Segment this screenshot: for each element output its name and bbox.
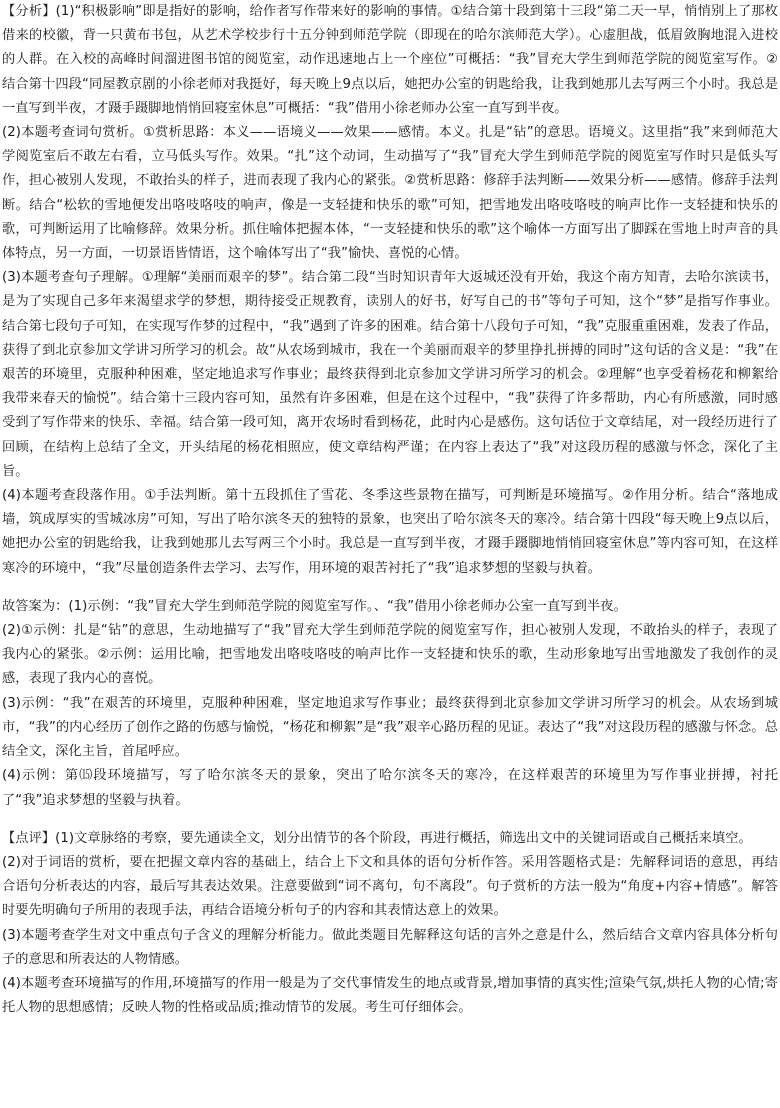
- analysis-part-3: (3)本题考查句子理解。①理解“美丽而艰辛的梦”。结合第二段“当时知识青年大返城还没有开始，我这个南方知青，去哈尔滨读书，是为了实现自己多年来渴望求学的梦想，期待接受正规教育，读别人的好书，好写自己的书”等句子可知，这个“梦”是指写作事业。结合第七段句子可知，在实现写作梦的过程中，“我”遇到了许多的困难。结合第十八段句子可知，“我”克服重重困难，发表了作品，获得了到北京参加文学讲习所学习的机会。故“从农场到城市，我在一个美丽而艰辛的梦里挣扎拼搏的同时”这句话的含义是：“我”在艰苦的环境里，克服种种困难，坚定地追求写作事业；最终获得到北京参加文学讲习所学习的机会。②理解“也享受着杨花和柳絮给我带来春天的愉悦”。结合第十三段内容可知，虽然有许多困难，但是在这个过程中，“我”获得了许多帮助，内心有所感激，同时感受到了写作带来的快乐、幸福。结合第一段可知，离开农场时看到杨花，此时内心是感伤。这句话位于文章结尾，对一段经历进行了回顾，在结构上总结了全文，开头结尾的杨花相照应，使文章结构严谨；在内容上表达了“我”对这段历程的感激与怀念，深化了主旨。: [2, 270, 778, 479]
- analysis-part-4: (4)本题考查段落作用。①手法判断。第十五段抓住了雪花、冬季这些景物在描写，可判断是环境描写。②作用分析。结合“落地成墙，筑成厚实的雪城冰房”可知，写出了哈尔滨冬天的独特的景象，也突出了哈尔滨冬天的寒冷。结合第十四段“每天晚上9点以后，她把办公室的钥匙给我，让我到她那儿去写两三个小时。我总是一直写到半夜，才蹑手蹑脚地悄悄回寝室休息”等内容可知，在这样寒冷的环境中，“我”尽量创造条件去学习、去写作，用环境的艰苦衬托了“我”追求梦想的坚毅与执着。: [2, 488, 778, 576]
- answer-2: (2)①示例：扎是“钻”的意思，生动地描写了“我”冒充大学生到师范学院的阅览室写作，担心被别人发现，不敢抬头的样子，表现了我内心的紧张。②示例：运用比喻，把雪地发出咯吱咯吱的响声比作一支轻捷和快乐的歌，生动形象地写出雪地激发了我创作的灵感，表现了我内心的喜悦。: [2, 623, 778, 687]
- comment-2: (2)对于词语的赏析，要在把握文章内容的基础上，结合上下文和具体的语句分析作答。采用答题格式是：先解释词语的意思，再结合语句分析表达的内容，最后写其表达效果。注意要做到“词不离句，句不离段”。句子赏析的方法一般为“角度+内容+情感”。解答时要先明确句子所用的表现手法，再结合语境分析句子的内容和其表情达意上的效果。: [2, 854, 778, 919]
- answer-4: (4)示例：第⒂段环境描写，写了哈尔滨冬天的景象，突出了哈尔滨冬天的寒冷，在这样艰苦的环境里为写作事业拼搏，衬托了“我”追求梦想的坚毅与执着。: [2, 768, 778, 808]
- analysis-part-1: 【分析】(1)“积极影响”即是指好的影响，给作者写作带来好的影响的事情。①结合第十段到第十三段“第二天一早，悄悄别上了那枚借来的校徽，背一只黄布书包，从艺术学校步行十五分钟到师范学院（即现在的哈尔滨师范大学）。心虚胆战，低眉敛胸地混入进校的人群。在入校的高峰时间溜进图书馆的阅览室，动作迅速地占上一个座位”可概括：“我”冒充大学生到师范学院的阅览室写作。②结合第十四段“同屋教京剧的小徐老师对我挺好，每天晚上9点以后，她把办公室的钥匙给我，让我到她那儿去写两三个小时。我总是一直写到半夜，才蹑手蹑脚地悄悄回寝室休息”可概括：“我”借用小徐老师办公室一直写到半夜。: [2, 4, 778, 116]
- comment-1: 【点评】(1)文章脉络的考察，要先通读全文，划分出情节的各个阶段，再进行概括，筛选出文中的关键词语或自己概括来填空。: [2, 830, 752, 846]
- section-spacer: [2, 813, 778, 827]
- comment-3: (3)本题考查学生对文中重点句子含义的理解分析能力。做此类题目先解释这句话的言外之意是什么，然后结合文章内容具体分析句子的意思和所表达的人物情感。: [2, 927, 778, 967]
- analysis-part-2: (2)本题考查词句赏析。①赏析思路：本义——语境义——效果——感情。本义。扎是“钻”的意思。语境义。这里指“我”来到师范大学阅览室后不敢左右看，立马低头写作。效果。“扎”这个动词，生动描写了“我”冒充大学生到师范学院的阅览室写作时只是低头写作，担心被别人发现，不敢抬头的样子，进而表现了我内心的紧张。②赏析思路：修辞手法判断——效果分析——感情。修辞手法判断。结合“松软的雪地便发出咯吱咯吱的响声，像是一支轻捷和快乐的歌”可知，把雪地发出咯吱咯吱的响声比作一支轻捷和快乐的歌，可判断运用了比喻修辞。效果分析。抓住喻体把握本体，“一支轻捷和快乐的歌”这个喻体一方面写出了脚踩在雪地上时声音的具体特点，另一方面，一切景语皆情语，这个喻体写出了“我”愉快、喜悦的心情。: [2, 125, 778, 262]
- comment-4: (4)本题考查环境描写的作用,环境描写的作用一般是为了交代事情发生的地点或背景,增加事情的真实性;渲染气氛,烘托人物的心情;寄托人物的思想感情；反映人物的性格或品质;推动情节的发展。考生可仔细体会。: [2, 975, 778, 1016]
- answer-1: 故答案为：(1)示例：“我”冒充大学生到师范学院的阅览室写作。、“我”借用小徐老师办公室一直写到半夜。: [2, 598, 627, 614]
- answers-section: [2, 595, 778, 813]
- analysis-section: [2, 0, 778, 581]
- section-spacer: [2, 581, 778, 595]
- comments-section: [2, 827, 778, 1021]
- answer-3: (3)示例：“我”在艰苦的环境里，克服种种困难，坚定地追求写作事业；最终获得到北京参加文学讲习所学习的机会。从农场到城市，“我”的内心经历了创作之路的伤感与愉悦，“杨花和柳絮”是“我”艰辛心路历程的见证。表达了“我”对这段历程的感激与怀念。总结全文，深化主旨，首尾呼应。: [2, 695, 778, 760]
